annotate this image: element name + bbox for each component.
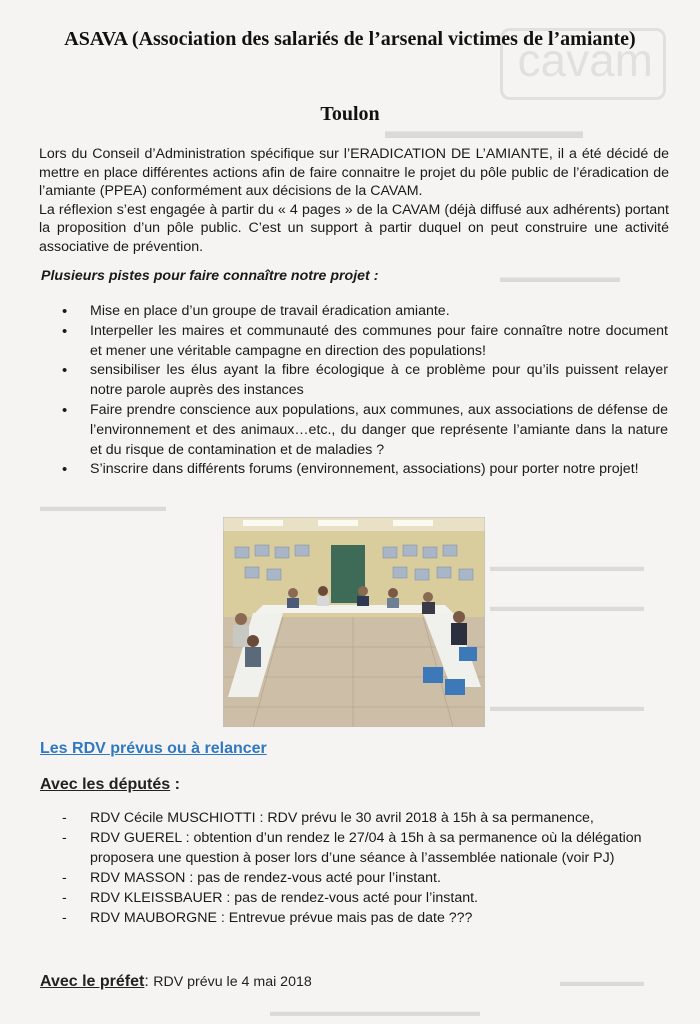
list-item: - RDV KLEISSBAUER : pas de rendez-vous acté pour l’instant.	[62, 888, 668, 908]
deputes-list	[62, 808, 668, 928]
list-item: • Mise en place d’un groupe de travail éradication amiante.	[62, 302, 668, 322]
list-item: • sensibiliser les élus ayant la fibre écologique à ce problème pour qu’ils puissent relayer notre parole auprès des instances	[62, 361, 668, 401]
intro-paragraph-2: La réflexion s’est engagée à partir du « 4 pages » de la CAVAM (déjà diffusé aux adhérents) portant la proposition d’un pôle public. C’est un support à partir duquel on peut construire une activité associative de prévention.	[39, 201, 669, 255]
prefet-colon: :	[144, 973, 154, 990]
list-item: • S’inscrire dans différents forums (environnement, associations) pour porter notre projet!	[62, 460, 668, 480]
deputes-heading-label: Avec les députés	[40, 776, 171, 793]
prefet-heading: Avec le préfet	[40, 973, 145, 990]
intro-text	[39, 145, 669, 256]
deputes-heading-colon: :	[170, 776, 180, 793]
document-page: cavam ▬▬▬▬▬▬▬▬▬ ▬▬▬▬▬▬▬▬ ▬▬▬▬▬▬▬▬▬ ▬▬▬▬▬▬▬▬▬▬▬ ▬▬▬▬▬▬▬▬▬▬▬ ▬▬▬▬▬▬▬▬▬▬▬ ▬▬▬▬▬▬ ▬▬▬▬▬▬▬▬▬▬▬▬▬▬▬ ASAVA (Association des salariés de l’arsenal victimes de l’amiante) Toulon Lors du Conseil d’Administration spécifique sur l’ERADICATION DE L’AMIANTE, il a été décidé de mettre en place différentes actions afin de faire connaitre le projet du pôle public de l’éradication de l’amiante (PPEA) conformément aux décisions de la CAVAM. La réflexion s’est engagée à partir du « 4 pages » de la CAVAM (déjà diffusé aux adhérents) portant la proposition d’un pôle public. C’est un support à partir duquel on peut construire une activité associative de prévention. Plusieurs pistes pour faire connaître notre projet : • Mise en place d’un groupe de travail éradication amiante. • Interpeller les maires et communauté des communes pour faire connaître notre document et mener une véritable campagne en direction des populations! • sensibiliser les élus ayant la fibre écologique à ce problème pour qu’ils puissent relayer notre parole auprès des instances • Faire prendre conscience aux populations, aux communes, aux associations de défense de l’environnement et des animaux…etc., du danger que représente l’amiante dans la nature et du risque de contamination et de maladies ? • S’inscrire dans différents forums (environnement, associations) pour porter notre projet! Les RDV prévus ou à relancer Avec les députés : - RDV Cécile MUSCHIOTTI : RDV prévu le 30 avril 2018 à 15h à sa permanence, - RDV GUEREL : obtention d’un rendez le 27/04 à 15h à sa permanence où la délégation proposera une question à poser lors d’une séance à l’assemblée nationale (voir PJ) - RDV MASSON : pas de rendez-vous acté pour l’instant. - RDV KLEISSBAUER : pas de rendez-vous acté pour l’instant. - RDV MAUBORGNE : Entrevue prévue mais pas de date ??? Avec le préfet: RDV prévu le 4 mai 2018	[0, 0, 700, 1024]
meeting-photo	[223, 517, 485, 727]
pistes-list	[62, 302, 668, 480]
document-subtitle: Toulon	[320, 103, 380, 125]
rdv-section-heading: Les RDV prévus ou à relancer	[40, 740, 267, 757]
document-title: ASAVA (Association des salariés de l’arsenal victimes de l’amiante)	[64, 28, 636, 50]
list-item: - RDV Cécile MUSCHIOTTI : RDV prévu le 30 avril 2018 à 15h à sa permanence,	[62, 808, 668, 828]
prefet-text: RDV prévu le 4 mai 2018	[153, 974, 312, 990]
list-item: • Faire prendre conscience aux populations, aux communes, aux associations de défense de l’environnement et des animaux…etc., du danger que représente l’amiante dans la nature et du risque de contamination et de maladies ?	[62, 401, 668, 460]
deputes-heading	[40, 776, 180, 794]
prefet-line	[40, 973, 312, 991]
list-item: - RDV MAUBORGNE : Entrevue prévue mais pas de date ???	[62, 908, 668, 928]
list-item: - RDV MASSON : pas de rendez-vous acté pour l’instant.	[62, 868, 668, 888]
pistes-heading: Plusieurs pistes pour faire connaître notre projet :	[41, 268, 379, 284]
intro-paragraph-1: Lors du Conseil d’Administration spécifique sur l’ERADICATION DE L’AMIANTE, il a été décidé de mettre en place différentes actions afin de faire connaitre le projet du pôle public de l’éradication de l’amiante (PPEA) conformément aux décisions de la CAVAM.	[39, 146, 669, 199]
list-item: - RDV GUEREL : obtention d’un rendez le 27/04 à 15h à sa permanence où la délégation proposera une question à poser lors d’une séance à l’assemblée nationale (voir PJ)	[62, 828, 668, 868]
list-item: • Interpeller les maires et communauté des communes pour faire connaître notre document et mener une véritable campagne en direction des populations!	[62, 322, 668, 362]
